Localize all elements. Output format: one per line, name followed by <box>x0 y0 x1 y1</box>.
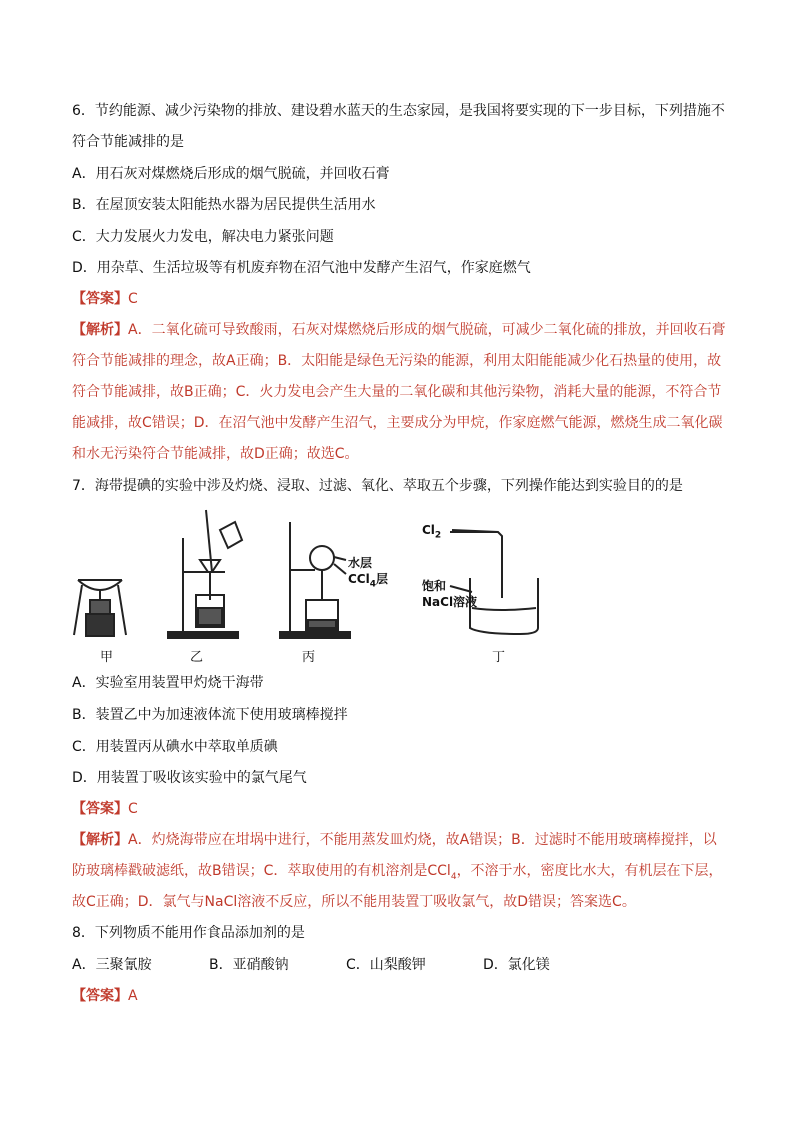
q7-analysis-line1 <box>72 830 717 850</box>
q7-option-d: D．用装置丁吸收该实验中的氯气尾气 <box>72 770 307 786</box>
apparatus-drawing <box>70 500 570 670</box>
figure-label-bing: 丙 <box>302 650 316 665</box>
answer-value: C <box>128 801 138 817</box>
analysis-tag: 【解析】 <box>72 322 128 338</box>
ccl4-sub: 4 <box>369 579 376 590</box>
q6-option-a: A．用石灰对煤燃烧后形成的烟气脱硫，并回收石膏 <box>72 166 390 182</box>
q6-stem-line2: 符合节能减排的是 <box>72 134 184 150</box>
figure-label-ding: 丁 <box>492 650 506 665</box>
answer-value: C <box>128 291 138 307</box>
cl2-main: Cl <box>422 523 435 537</box>
q6-analysis-line3: 符合节能减排，故B正确；C．火力发电会产生大量的二氧化碳和其他污染物，消耗大量的能源，不符合节 <box>72 384 722 400</box>
analysis-tag: 【解析】 <box>72 832 128 848</box>
ccl4-suffix: 层 <box>376 572 389 586</box>
answer-tag: 【答案】 <box>72 291 128 307</box>
q7-option-b: B．装置乙中为加速液体流下使用玻璃棒搅拌 <box>72 707 348 723</box>
q6-analysis-line5: 和水无污染符合节能减排，故D正确；故选C。 <box>72 446 359 462</box>
q7-analysis-line3: 故C正确；D．氯气与NaCl溶液不反应，所以不能用装置丁吸收氯气，故D错误；答案选C。 <box>72 894 636 910</box>
ccl4-layer-label <box>348 571 388 592</box>
figure-label-jia: 甲 <box>100 650 114 665</box>
water-layer-label: 水层 <box>348 556 373 570</box>
q8-option-b: B．亚硝酸钠 <box>209 957 289 973</box>
answer-tag: 【答案】 <box>72 988 128 1004</box>
q7-answer <box>72 799 138 819</box>
analysis-text: A．二氧化硫可导致酸雨，石灰对煤燃烧后形成的烟气脱硫，可减少二氧化硫的排放，并回收石膏 <box>128 322 726 338</box>
q6-option-c: C．大力发展火力发电，解决电力紧张问题 <box>72 229 334 245</box>
q7-stem: 7．海带提碘的实验中涉及灼烧、浸取、过滤、氧化、萃取五个步骤，下列操作能达到实验目的的是 <box>72 478 683 494</box>
q8-answer <box>72 986 138 1006</box>
answer-tag: 【答案】 <box>72 801 128 817</box>
q6-analysis-line1 <box>72 320 726 340</box>
q6-option-b: B．在屋顶安装太阳能热水器为居民提供生活用水 <box>72 197 376 213</box>
answer-value: A <box>128 988 138 1004</box>
apparatus-bing <box>280 522 350 638</box>
q6-answer <box>72 289 138 309</box>
q6-analysis-line4: 能减排，故C错误；D．在沼气池中发酵产生沼气，主要成分为甲烷，作家庭燃气能源，燃烧生成二氧化碳 <box>72 415 723 431</box>
apparatus-ding <box>450 530 538 634</box>
q7-option-a: A．实验室用装置甲灼烧干海带 <box>72 675 264 691</box>
cl2-sub: 2 <box>434 530 442 541</box>
analysis-text: A．灼烧海带应在坩埚中进行，不能用蒸发皿灼烧，故A错误；B．过滤时不能用玻璃棒搅拌，以 <box>128 832 717 848</box>
q8-stem: 8．下列物质不能用作食品添加剂的是 <box>72 925 305 941</box>
q6-stem-line1: 6．节约能源、减少污染物的排放、建设碧水蓝天的生态家园，是我国将要实现的下一步目标，下列措施不 <box>72 103 725 119</box>
q8-option-a: A．三聚氰胺 <box>72 957 152 973</box>
nacl-solution-label: NaCl溶液 <box>422 595 478 609</box>
q7-option-c: C．用装置丙从碘水中萃取单质碘 <box>72 739 278 755</box>
apparatus-yi <box>168 510 242 638</box>
analysis-text-cont: ，不溶于水，密度比水大，有机层在下层， <box>456 863 723 879</box>
saturated-label: 饱和 <box>422 579 447 593</box>
analysis-text: 防玻璃棒戳破滤纸，故B错误；C．萃取使用的有机溶剂是CCl <box>72 863 451 879</box>
apparatus-figure <box>70 500 570 670</box>
cl2-label <box>422 522 441 543</box>
q6-option-d: D．用杂草、生活垃圾等有机废弃物在沼气池中发酵产生沼气，作家庭燃气 <box>72 260 531 276</box>
q8-option-d: D．氯化镁 <box>483 957 550 973</box>
ccl4-subscript: 4 <box>450 871 457 882</box>
ccl4-main: CCl <box>348 572 370 586</box>
q6-analysis-line2: 符合节能减排的理念，故A正确；B．太阳能是绿色无污染的能源，利用太阳能能减少化石热量的使用，故 <box>72 353 722 369</box>
q8-option-c: C．山梨酸钾 <box>346 957 426 973</box>
q7-analysis-line2 <box>72 861 723 887</box>
apparatus-jia <box>74 580 126 636</box>
figure-label-yi: 乙 <box>190 650 204 665</box>
